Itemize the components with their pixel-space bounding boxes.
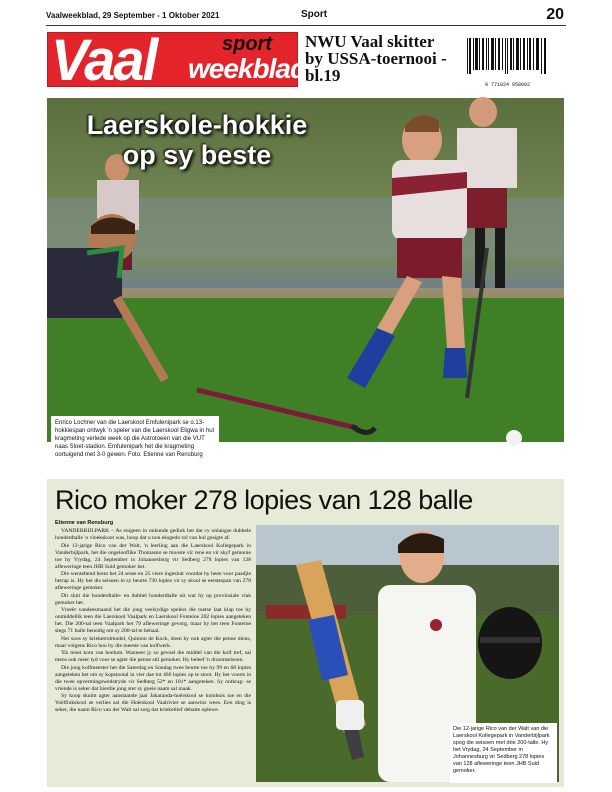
- story2-paragraph: Vroeër vandeesmaand het die jong veelsydige spelers die toetse laat klap toe hy onmiddellik teen die Laerskool Vaalpark en Laerskool Fonteine 202 lopies aangeteken het. Die 200-tal teen Vaalpark het 79 afleweringe gevorg, maar hy het teen Fonteine slegs 71 balle benodig om sy 200-tal te behaal.: [55, 607, 251, 634]
- barcode-number: 9 771024 958002: [484, 82, 530, 88]
- story1-headline-line1: Laerskole-hokkie: [86, 110, 308, 140]
- story1-headline[interactable]: [47, 110, 347, 170]
- cricket-photo: [256, 525, 559, 782]
- story2-headline[interactable]: Rico moker 278 lopies van 128 balle: [55, 485, 473, 515]
- story2-body: [55, 528, 251, 715]
- story1-photo-caption: Enrico Lochner van die Laerskool Emfulenipark se o.13-hokkiespan ontwyk 'n speler van die Laerskool Eligwa in hul kragmeting verlede week op die Astrotoeen van die VUT naas Sloet-stadion. Emfulenipark het die kragmeting oortuigend met 3-0 gewen. Foto: Etienne van Rensburg: [51, 416, 219, 542]
- masthead-logo: [47, 26, 307, 93]
- story2-paragraph: Sy koop skuim agter aanstaande jaar Jakaranda-hoërskool se kombuis toe en die Voëlfinkskool se verlies sal die Hoërskool Vaalrivier se aanwins wees. Een ding is seker, die naam Rico van der Walt sal sorg dat krieketlief debatte oplewe.: [55, 693, 251, 713]
- logo-vaal: Vaal: [51, 26, 157, 93]
- header-bar: [46, 8, 566, 26]
- barcode-bars-icon: [465, 38, 550, 74]
- publication-date-line: Vaalweekblad, 29 September - 1 Oktober 2021: [46, 11, 220, 20]
- teaser-headline[interactable]: NWU Vaal skitter by USSA-toernooi - bl.19: [305, 32, 447, 85]
- story2-panel: [47, 479, 564, 787]
- barcode: [465, 38, 550, 88]
- story2-paragraph: Die wenteltend brent het 24 sesse en 25 viere ingesluit voordat hy heen voor paadjie betrap is. Hy het dis seisoen in sy beurte 730 lopies vir sy skool se eerstespan van 278 afleweringe gemoker.: [55, 571, 251, 591]
- section-label: Sport: [301, 9, 328, 20]
- story2-photo-caption: Die 12-jarige Rico van der Walt van die Laerskool Kollegepark in Vanderbijlpark spog die seisoen met drie 200-talle. Hy het Vrydag, 24 September in Johannesburg vir Sedberg 278 lopies van 128 afleweringe teen JHB Suid gemoker.: [450, 723, 557, 783]
- story2-paragraph: Net soos sy krieketrolmodel, Quinton de Kock, doen hy ook agter die penne diens, maar volgens Rico hou hy die meeste van kolfwerk.: [55, 635, 251, 649]
- logo-sport: sport: [222, 33, 272, 55]
- story2-paragraph: Die 12-jarige Rico van der Walt, 'n leerling aan die Laerskool Kollegepark in Vanderbijlpark, het die ongelooflike Thomasno se mooste vir rene en vir skyf gemonie toe hy Vrydag, 24 September in Johannesburg vir Sedberg 278 lopies van 128 afleweringe teen JHB Suid gemoker het.: [55, 542, 251, 570]
- hockey-photo: [47, 98, 564, 458]
- story2-paragraph: VANDERBIJLPARK – As enigeen in onkunde gedink het dat cy onlangse dubbele honderdtalle 'n vloekskoot was, hoop dat u nou eksgedo rol van hul gesigte af.: [55, 528, 251, 541]
- story1-headline-line2: op sy beste: [122, 140, 272, 170]
- page-number: 20: [546, 6, 564, 23]
- story2-paragraph: Die jong kolfmeester het die Saterdag en Sondag twee beurte toe hy 99 en 68 lopies aangeteken het om sy kopstootal in vier dae tot 466 lopies op te stoot. Hy het voorts in die twee opvermingswedstryde vir Sedberg 52* en 101* aangeteken. Sy ontkrag- se vriende is seker dat hierdie jong ster sy goeie naam sal maak.: [55, 664, 251, 692]
- story2-paragraph: Dit sluit die honderdtalle- en dubbel honderdtalle uit wat hy op provinsiale vlak gemoker het.: [55, 592, 251, 606]
- logo-weekblad: weekblad: [188, 53, 307, 84]
- story2-byline: Etienne van Rensburg: [55, 520, 114, 526]
- story2-paragraph: 'Ek moet kom van hoelum. Wanneer jy so gevoel die middel van die kolf tref, sal mens ook meer tyd voor se agter die penne stil gemoker. Hy beleef 'n droomseisoen.: [55, 650, 251, 663]
